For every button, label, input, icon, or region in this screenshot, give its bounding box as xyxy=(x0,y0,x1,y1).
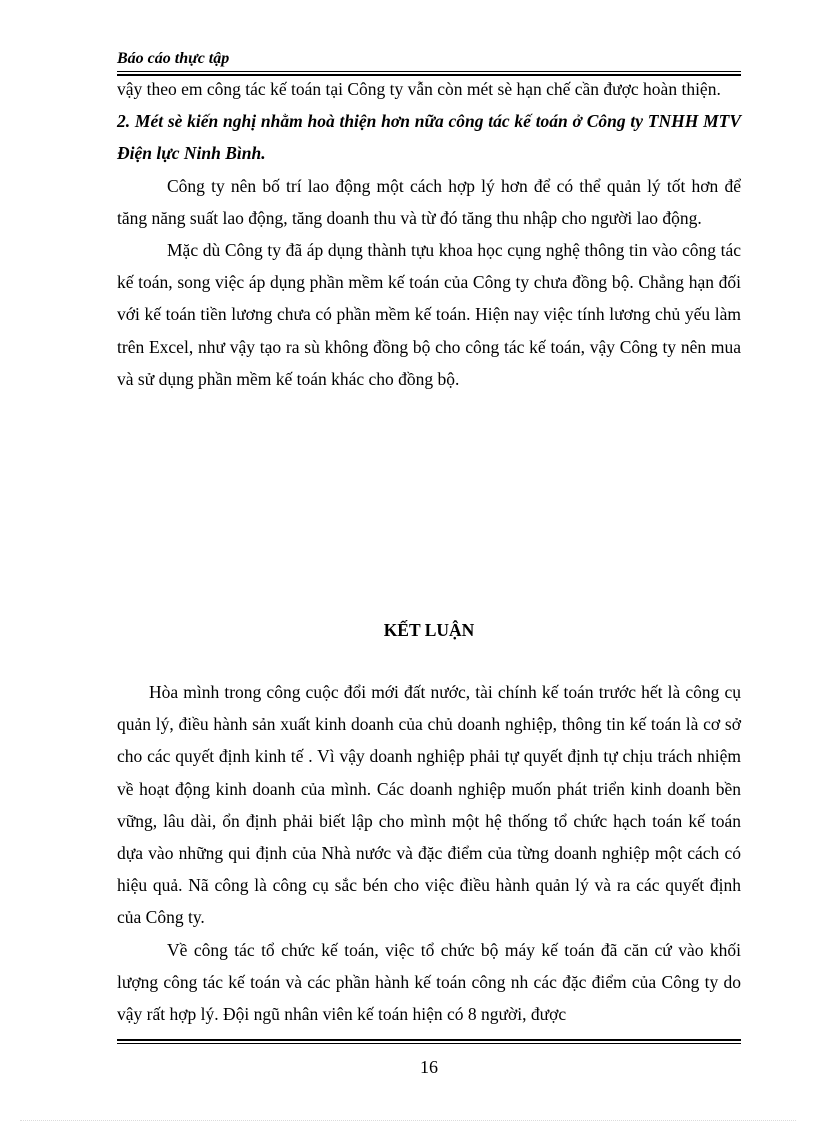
report-header-title: Báo cáo thực tập xyxy=(117,50,230,67)
page-number: 16 xyxy=(420,1057,438,1077)
conclusion-paragraph-1: Hòa mình trong công cuộc đổi mới đất nước, tài chính kế toán trước hết là công cụ quản lý, điều hành sản xuất kinh doanh của chủ doanh nghiệp, thông tin kế toán là cơ sở cho các quyết định kinh tế . Vì vậy doanh nghiệp phải tự quyết định tự chịu trách nhiệm về hoạt động kinh doanh của mình. Các doanh nghiệp muốn phát triển kinh doanh bền vững, lâu dài, ổn định phải biết lập cho mình một hệ thống tổ chức hạch toán kế toán dựa vào những qui định của Nhà nước và đặc điểm của từng doanh nghiệp một cách có hiệu quả. Nã công là công cụ sắc bén cho việc điều hành quản lý và ra các quyết định của Công ty. xyxy=(117,682,741,928)
paragraph-labor: Công ty nên bố trí lao động một cách hợp lý hơn để có thể quản lý tốt hơn để tăng năng suất lao động, tăng doanh thu và từ đó tăng thu nhập cho người lao động. xyxy=(117,175,741,228)
section-heading-recommendations: 2. Mét sè kiến nghị nhằm hoà thiện hơn nữa công tác kế toán ở Công ty TNHH MTV Điện lực Ninh Bình. xyxy=(117,111,741,164)
conclusion-paragraph-2: Về công tác tổ chức kế toán, việc tổ chức bộ máy kế toán đã căn cứ vào khối lượng công tác kế toán và các phần hành kế toán công nh các đặc điểm của Công ty do vậy rất hợp lý. Đội ngũ nhân viên kế toán hiện có 8 người, được xyxy=(117,939,741,1025)
recommendations-section xyxy=(117,73,741,395)
footer-divider xyxy=(117,1039,741,1044)
page-edge-dotted-line xyxy=(20,1120,796,1121)
conclusion-title: KẾT LUẬN xyxy=(383,620,475,640)
paragraph-continuation: vậy theo em công tác kế toán tại Công ty vẫn còn mét sè hạn chế cần được hoàn thiện. xyxy=(117,79,721,99)
paragraph-software: Mặc dù Công ty đã áp dụng thành tựu khoa học cụng nghệ thông tin vào công tác kế toán, song việc áp dụng phần mềm kế toán của Công ty chưa đồng bộ. Chẳng hạn đối với kế toán tiền lương chưa có phần mềm kế toán. Hiện nay việc tính lương chủ yếu làm trên Excel, như vậy tạo ra sù không đồng bộ cho công tác kế toán, vậy Công ty nên mua và sử dụng phần mềm kế toán khác cho đồng bộ. xyxy=(117,240,741,389)
conclusion-section xyxy=(117,676,741,1030)
